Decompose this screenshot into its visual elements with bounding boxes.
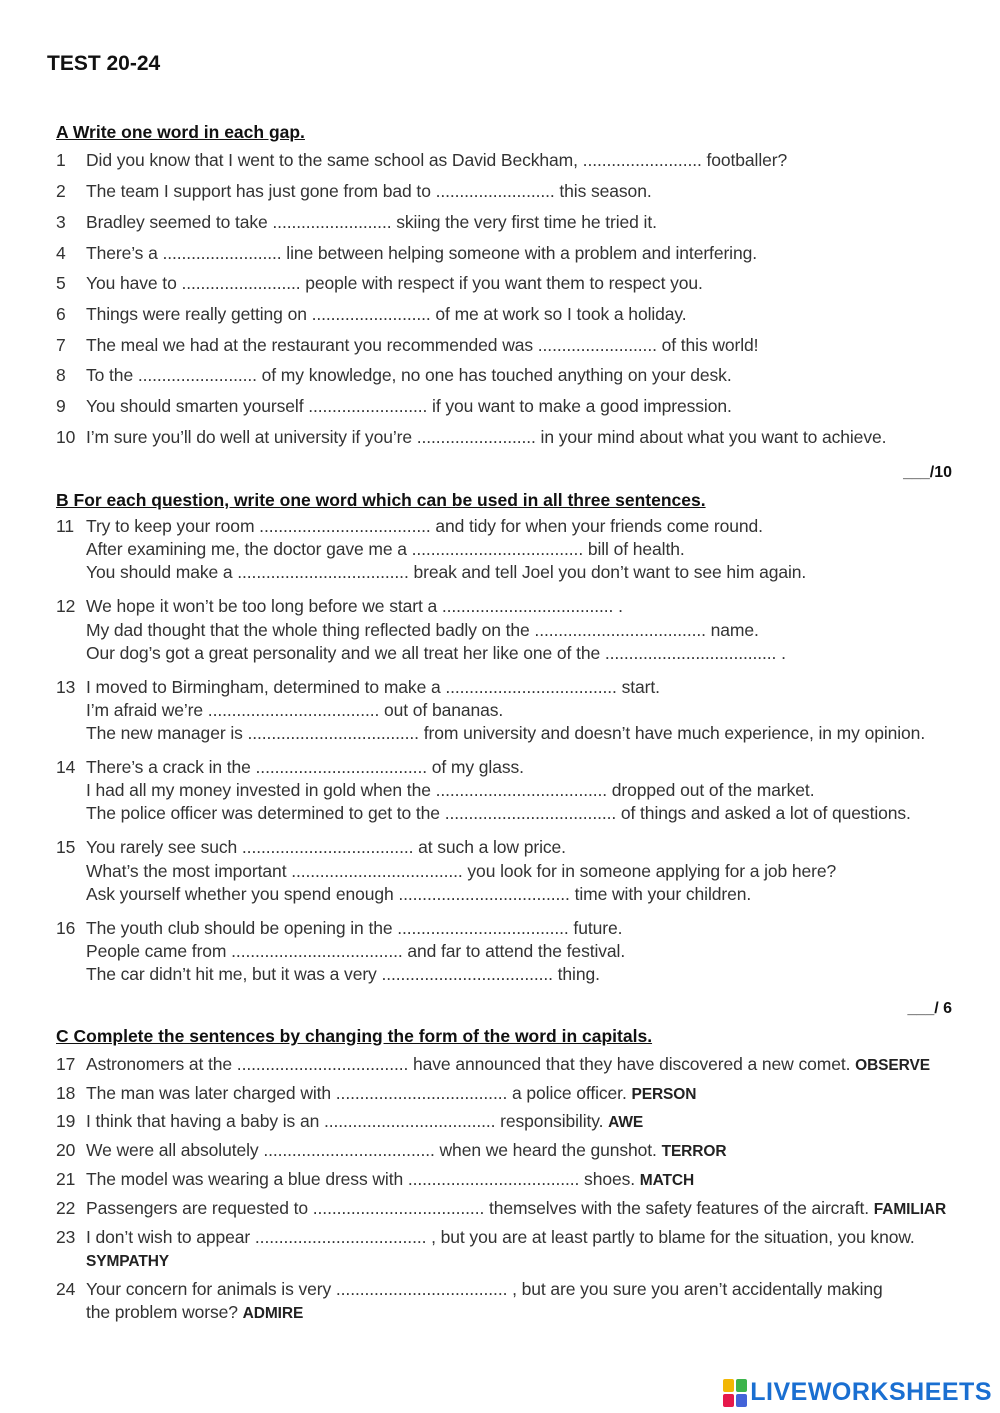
question-text: the problem worse? (86, 1302, 238, 1322)
keyword: MATCH (639, 1172, 695, 1189)
question-9 (56, 396, 732, 417)
question-19 (56, 1111, 643, 1132)
question-number: 20 (56, 1140, 76, 1160)
sentence-text: Try to keep your room .................................... and tidy for when your friends come round. (86, 516, 763, 536)
question-number: 8 (56, 365, 66, 385)
question-15-line-3: Ask yourself whether you spend enough .................................... time with your children. (86, 884, 752, 904)
question-text: I’m sure you’ll do well at university if you’re ......................... in your mind about what you want to achieve. (86, 427, 887, 447)
question-text: Passengers are requested to .................................... themselves with the safety features of the aircraft. (86, 1198, 869, 1218)
question-text: I don’t wish to appear .................................... , but you are at least partly to blame for the situation, you know. (86, 1227, 915, 1247)
question-14-line-3: The police officer was determined to get to the .................................... of things and asked a lot of questions. (86, 803, 911, 823)
question-number: 21 (56, 1169, 76, 1189)
question-text: Did you know that I went to the same school as David Beckham, ......................... footballer? (86, 150, 788, 170)
question-18 (56, 1083, 696, 1104)
question-16-line-2: People came from .................................... and far to attend the festival. (86, 941, 626, 961)
question-13-line-1 (56, 677, 660, 698)
question-6 (56, 304, 687, 325)
sentence-text: You rarely see such .................................... at such a low price. (86, 837, 566, 857)
question-8 (56, 365, 732, 386)
question-number: 3 (56, 212, 66, 232)
question-number: 23 (56, 1227, 76, 1247)
question-number: 6 (56, 304, 66, 324)
section-b-score: ___/ 6 (907, 1000, 952, 1017)
question-text: The meal we had at the restaurant you recommended was ......................... of this world! (86, 335, 759, 355)
section-c-heading: C Complete the sentences by changing the form of the word in capitals. (56, 1026, 653, 1046)
keyword: OBSERVE (855, 1057, 930, 1074)
question-number: 13 (56, 677, 76, 697)
question-16-line-3: The car didn’t hit me, but it was a very .................................... thing. (86, 964, 600, 984)
question-2 (56, 181, 652, 202)
question-17 (56, 1054, 930, 1075)
section-a-heading: A Write one word in each gap. (56, 122, 305, 142)
question-number: 15 (56, 837, 76, 857)
question-12-line-1 (56, 596, 623, 617)
question-number: 24 (56, 1279, 76, 1299)
page-title: TEST 20-24 (47, 52, 161, 75)
question-11-line-3: You should make a .................................... break and tell Joel you don’t want to see him again. (86, 562, 807, 582)
question-15-line-2: What’s the most important .................................... you look for in someone applying for a job here? (86, 861, 837, 881)
question-number: 22 (56, 1198, 76, 1218)
question-1 (56, 150, 787, 171)
question-16-line-1 (56, 918, 622, 939)
question-text: The model was wearing a blue dress with .................................... shoes. (86, 1169, 636, 1189)
keyword: SYMPATHY (86, 1253, 170, 1270)
question-10 (56, 427, 886, 448)
logo-mark-icon (723, 1379, 747, 1407)
question-number: 7 (56, 335, 66, 355)
question-number: 19 (56, 1111, 76, 1131)
question-5 (56, 273, 703, 294)
question-14-line-1 (56, 757, 524, 778)
question-text: I think that having a baby is an .................................... responsibility. (86, 1111, 604, 1131)
section-b-heading: B For each question, write one word which can be used in all three sentences. (56, 490, 706, 510)
question-24-line-2 (56, 1302, 303, 1323)
question-text: You should smarten yourself ......................... if you want to make a good impression. (86, 396, 732, 416)
question-21 (56, 1169, 694, 1190)
question-number: 9 (56, 396, 66, 416)
question-number: 18 (56, 1083, 76, 1103)
question-20 (56, 1140, 726, 1161)
question-22 (56, 1198, 946, 1219)
section-a-score: ___/10 (903, 464, 952, 481)
question-text: Astronomers at the .................................... have announced that they have discovered a new comet. (86, 1054, 851, 1074)
question-7 (56, 335, 758, 356)
question-12-line-2: My dad thought that the whole thing reflected badly on the .................................... name. (86, 620, 759, 640)
question-13-line-2: I’m afraid we’re .................................... out of bananas. (86, 700, 504, 720)
question-text: The team I support has just gone from bad to ......................... this season. (86, 181, 652, 201)
sentence-text: We hope it won’t be too long before we start a .................................... . (86, 596, 623, 616)
question-23-keyword-line (56, 1250, 169, 1271)
keyword: PERSON (631, 1086, 697, 1103)
question-text: Things were really getting on ......................... of me at work so I took a holiday. (86, 304, 687, 324)
question-11-line-2: After examining me, the doctor gave me a .................................... bill of health. (86, 539, 685, 559)
question-text: We were all absolutely .................................... when we heard the gunshot. (86, 1140, 657, 1160)
question-4 (56, 243, 757, 264)
sentence-text: The youth club should be opening in the .................................... future. (86, 918, 623, 938)
liveworksheets-logo (723, 1378, 992, 1407)
keyword: ADMIRE (242, 1305, 304, 1322)
keyword: AWE (608, 1114, 644, 1131)
question-text: Your concern for animals is very .................................... , but are you sure you aren’t accidentally making (86, 1279, 883, 1299)
question-3 (56, 212, 657, 233)
keyword: TERROR (661, 1143, 727, 1160)
sentence-text: There’s a crack in the .................................... of my glass. (86, 757, 524, 777)
question-23 (56, 1227, 915, 1248)
keyword: FAMILIAR (873, 1201, 947, 1218)
question-number: 16 (56, 918, 76, 938)
logo-text: LIVEWORKSHEETS (750, 1378, 992, 1406)
question-11-line-1 (56, 516, 763, 537)
question-text: There’s a ......................... line between helping someone with a problem and interfering. (86, 243, 757, 263)
question-number: 14 (56, 757, 76, 777)
question-number: 4 (56, 243, 66, 263)
question-14-line-2: I had all my money invested in gold when the .................................... dropped out of the market. (86, 780, 815, 800)
question-number: 12 (56, 596, 76, 616)
sentence-text: I moved to Birmingham, determined to make a .................................... start. (86, 677, 660, 697)
question-text: You have to ......................... people with respect if you want them to respect you. (86, 273, 703, 293)
question-text: To the ......................... of my knowledge, no one has touched anything on your desk. (86, 365, 732, 385)
question-24 (56, 1279, 883, 1300)
question-number: 11 (56, 516, 74, 536)
question-number: 1 (56, 150, 66, 170)
question-text: The man was later charged with .................................... a police officer. (86, 1083, 627, 1103)
question-number: 17 (56, 1054, 76, 1074)
question-number: 2 (56, 181, 66, 201)
question-13-line-3: The new manager is .................................... from university and doesn’t have much experience, in my opinion. (86, 723, 926, 743)
question-text: Bradley seemed to take ......................... skiing the very first time he tried it. (86, 212, 657, 232)
question-number: 10 (56, 427, 76, 447)
question-15-line-1 (56, 837, 566, 858)
question-number: 5 (56, 273, 66, 293)
question-12-line-3: Our dog’s got a great personality and we all treat her like one of the .................................... . (86, 643, 786, 663)
